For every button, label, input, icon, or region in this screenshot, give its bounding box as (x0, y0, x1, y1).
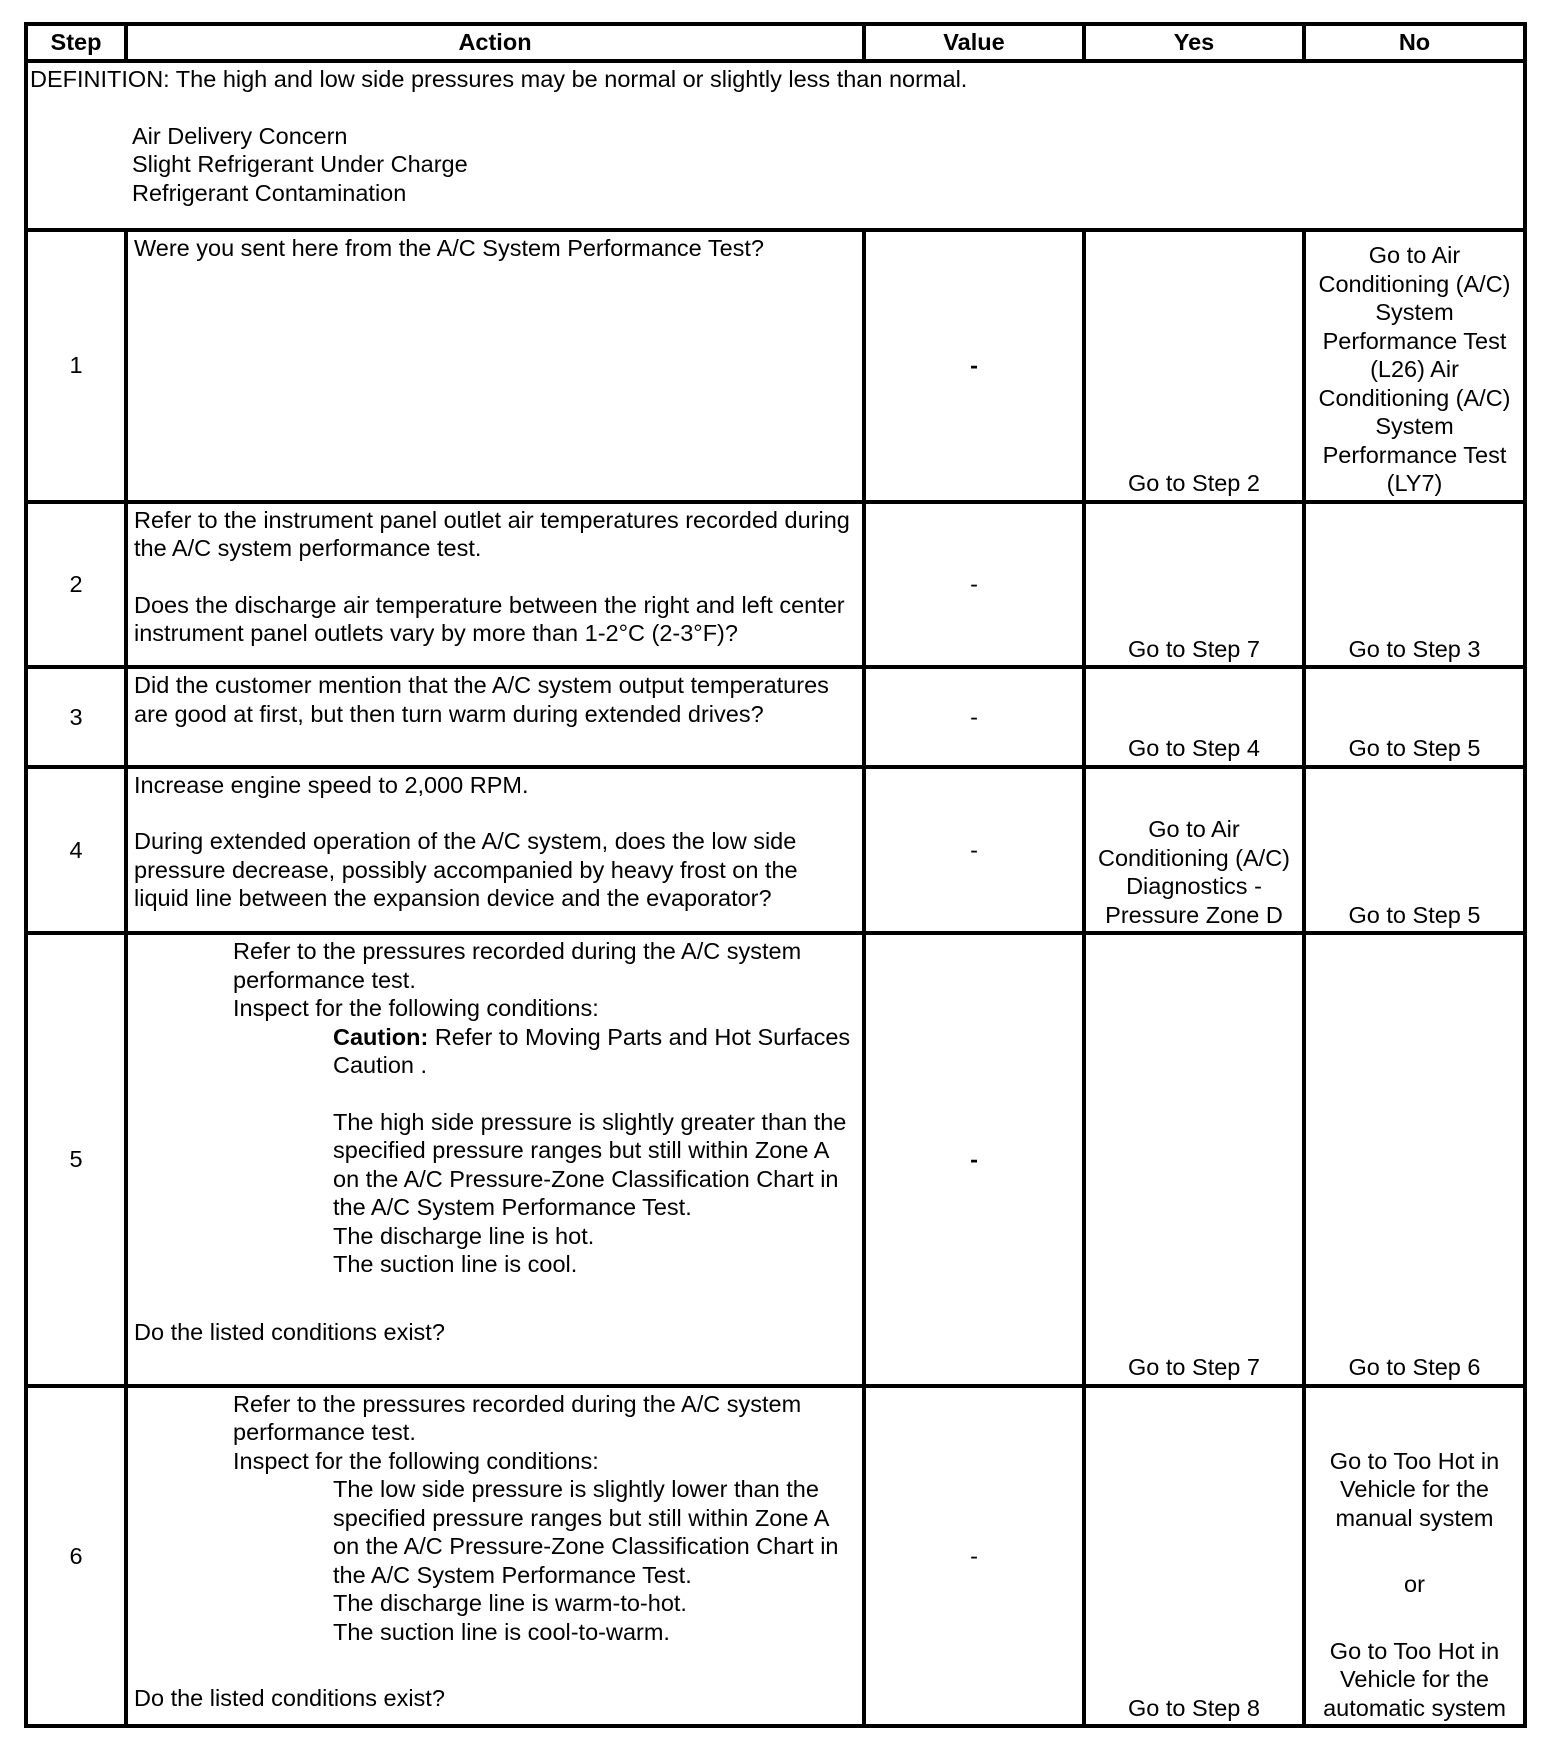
step-yes-link[interactable]: Go to Step 2 (1084, 230, 1304, 502)
header-yes: Yes (1084, 24, 1304, 61)
condition-item: The low side pressure is slightly lower than the specified pressure ranges but still within Zone A on the A/C Pressure-Zone Classification Chart in the A/C System Performance Test. (333, 1476, 839, 1588)
step-yes-link[interactable]: Go to Step 7 (1084, 502, 1304, 668)
step-yes-link[interactable]: Go to Step 8 (1084, 1386, 1304, 1726)
header-row (26, 24, 1525, 61)
step-no-link[interactable]: Go to Step 5 (1304, 667, 1525, 766)
action-question: Do the listed conditions exist? (134, 1685, 445, 1712)
diagnostic-table-sheet (24, 22, 1523, 1728)
step-value: - (864, 767, 1084, 934)
step-number: 3 (26, 667, 126, 766)
action-text: Were you sent here from the A/C System Performance Test? (134, 234, 764, 261)
step-number: 4 (26, 767, 126, 934)
step-no-link[interactable]: Go to Step 6 (1304, 933, 1525, 1386)
caution-note (333, 1023, 856, 1080)
step-value: - (864, 230, 1084, 502)
header-value: Value (864, 24, 1084, 61)
step-row-4 (26, 767, 1525, 934)
step-action (126, 1386, 864, 1726)
condition-item: The discharge line is hot. (333, 1222, 595, 1249)
action-question: Does the discharge air temperature between the right and left center instrument panel outlets vary by more than 1-2°C (2-3°F)? (134, 591, 845, 647)
action-question: During extended operation of the A/C system, does the low side pressure decrease, possibly accompanied by heavy frost on the liquid line between the expansion device and the evaporator? (134, 828, 798, 911)
action-text: Inspect for the following conditions: (233, 995, 599, 1022)
header-step: Step (26, 24, 126, 61)
action-text: Increase engine speed to 2,000 RPM. (134, 771, 529, 798)
definition-row (26, 61, 1525, 230)
action-question: Did the customer mention that the A/C system output temperatures are good at first, but then turn warm during extended drives? (134, 672, 829, 727)
header-action: Action (126, 24, 864, 61)
step-action (126, 933, 864, 1386)
step-value: - (864, 502, 1084, 668)
step-row-6 (26, 1386, 1525, 1726)
step-number: 1 (26, 230, 126, 502)
step-number: 2 (26, 502, 126, 668)
definition-text: DEFINITION: The high and low side pressures may be normal or slightly less than normal. (30, 66, 968, 92)
action-question: Do the listed conditions exist? (134, 1318, 445, 1345)
step-value: - (864, 933, 1084, 1386)
condition-item: The suction line is cool-to-warm. (333, 1618, 670, 1645)
diagnostic-table (24, 22, 1527, 1728)
caution-label: Caution: (333, 1023, 429, 1050)
step-no-cell (1304, 1386, 1525, 1726)
step-no-link[interactable]: Go to Step 5 (1304, 767, 1525, 934)
condition-item: The suction line is cool. (333, 1251, 578, 1278)
step-no-link-manual[interactable]: Go to Too Hot in Vehicle for the manual system (1329, 1447, 1500, 1531)
step-yes-link[interactable]: Go to Step 7 (1084, 933, 1304, 1386)
definition-cell (26, 61, 1525, 230)
step-action (126, 667, 864, 766)
step-yes-link[interactable]: Go to Air Conditioning (A/C) Diagnostics - Pressure Zone D (1084, 767, 1304, 934)
step-no-link[interactable]: Go to Step 3 (1304, 502, 1525, 668)
definition-condition: Air Delivery Concern (132, 122, 348, 149)
header-no: No (1304, 24, 1525, 61)
step-action (126, 502, 864, 668)
step-value: - (864, 1386, 1084, 1726)
action-text: Inspect for the following conditions: (233, 1447, 599, 1474)
definition-condition: Slight Refrigerant Under Charge (132, 151, 468, 177)
step-no-or: or (1404, 1571, 1425, 1597)
step-row-5 (26, 933, 1525, 1386)
step-action (126, 767, 864, 934)
step-row-2 (26, 502, 1525, 668)
step-row-3 (26, 667, 1525, 766)
action-text: Refer to the pressures recorded during the A/C system performance test. (233, 938, 802, 993)
step-no-link[interactable]: Go to Air Conditioning (A/C) System Performance Test (L26) Air Conditioning (A/C) System Performance Test (LY7) (1304, 230, 1525, 502)
step-number: 6 (26, 1386, 126, 1726)
step-yes-link[interactable]: Go to Step 4 (1084, 667, 1304, 766)
condition-item: The discharge line is warm-to-hot. (333, 1590, 687, 1617)
definition-condition: Refrigerant Contamination (132, 179, 407, 206)
step-value: - (864, 667, 1084, 766)
step-row-1 (26, 230, 1525, 502)
step-number: 5 (26, 933, 126, 1386)
caution-link[interactable]: Refer to Moving Parts and Hot Surfaces Caution . (333, 1023, 851, 1079)
action-text: Refer to the pressures recorded during the A/C system performance test. (233, 1390, 802, 1446)
action-text: Refer to the instrument panel outlet air temperatures recorded during the A/C system performance test. (134, 506, 850, 562)
step-action (126, 230, 864, 502)
condition-item: The high side pressure is slightly greater than the specified pressure ranges but still within Zone A on the A/C Pressure-Zone Classification Chart in the A/C System Performance Test. (333, 1108, 847, 1221)
step-no-link-automatic[interactable]: Go to Too Hot in Vehicle for the automatic system (1323, 1637, 1506, 1721)
